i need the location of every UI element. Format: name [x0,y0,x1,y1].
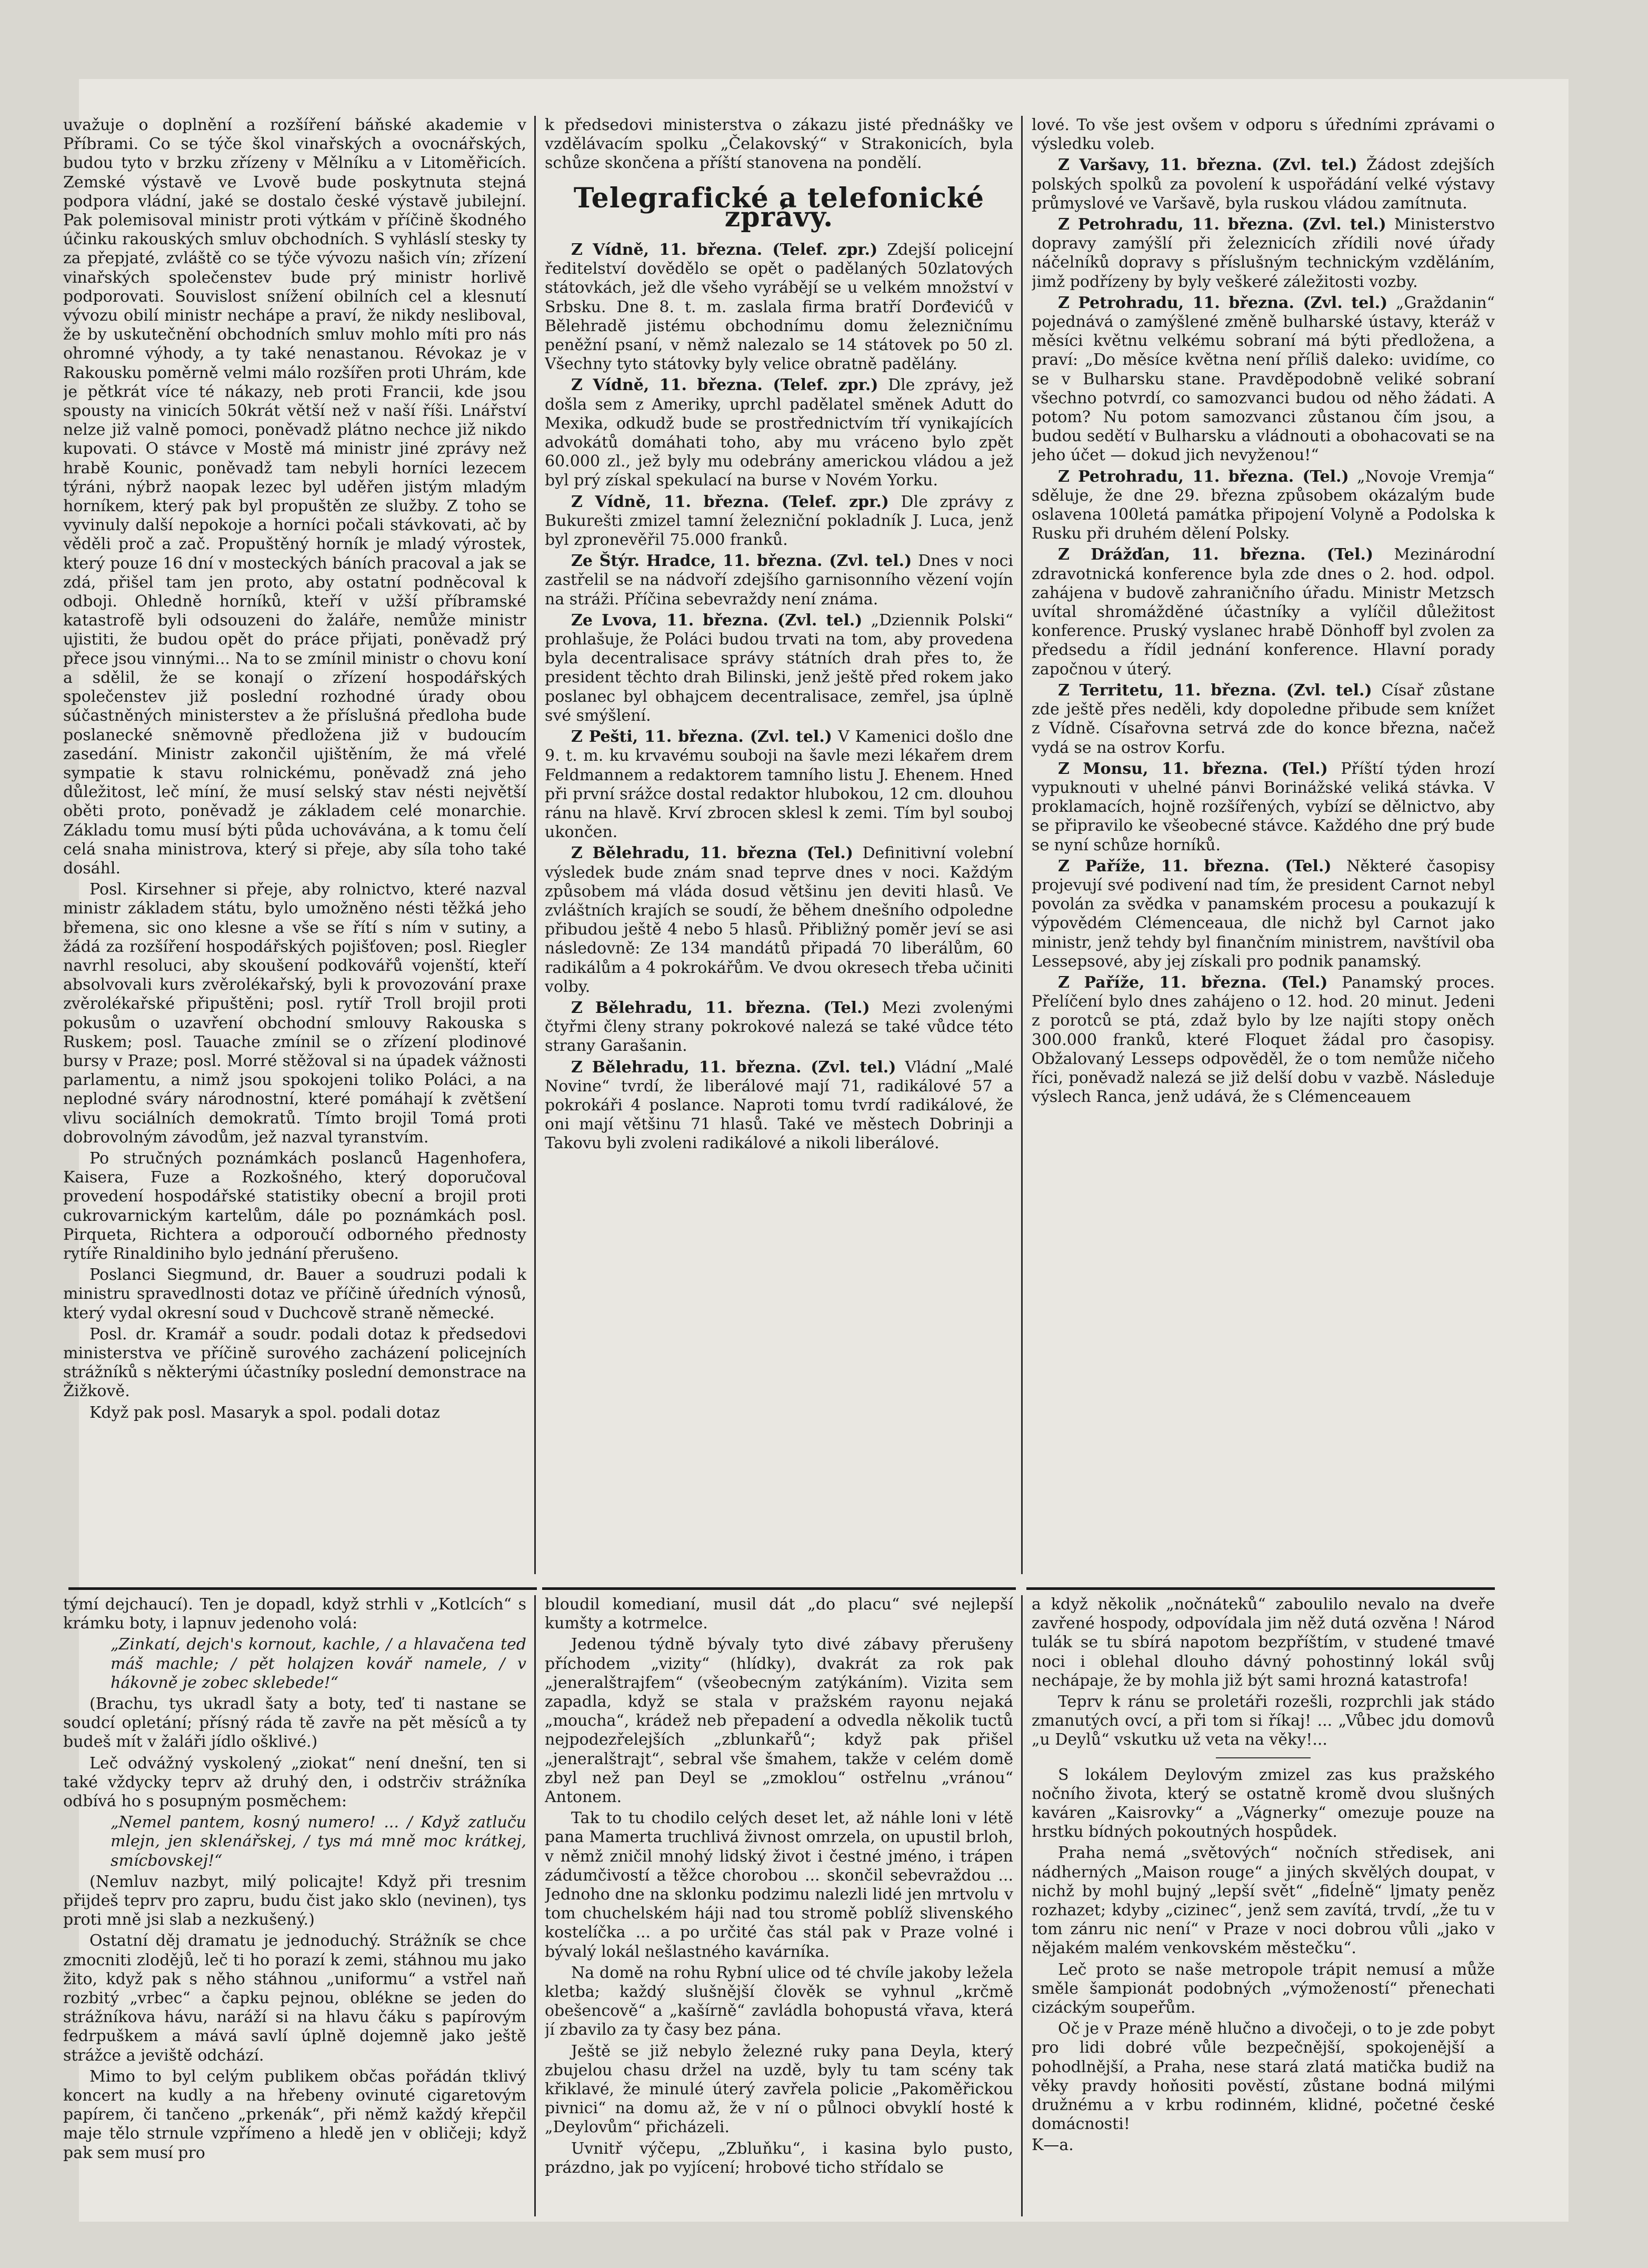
telegram-text: „Graždanin“ pojednává o zamýšlené změně bulharské ústavy, kteráž v měsíci květnu velkému sobraní má býti předložena, a praví: „Do měsíce května není příliš daleko: uvidíme, co se v Bulharsku stane. Pravděpodobně veliké sobraní všechno potvrdí, co samozvanci budou od něho žádati. A potom? Nu potom samozvanci zůstanou čím jsou, a budou sedětí v Bulharsku a vládnouti a obohacovati se na jeho účet — dokud jich nevyženou!“ [1032,293,1495,465]
column-rule [534,116,536,1574]
bottom-column-1 [63,1595,526,2216]
top-column-2 [545,116,1013,1569]
telegram-text: „Dziennik Polski“ prohlašuje, že Poláci budou trvati na tom, aby provedena byla decentralisace správy státních drah přes to, že president těchto drah Bilinski, jenž ještě před rokem jako poslanec byl obhajcem decentralisace, zemřel, jsa úplně své smýšlení. [545,611,1013,725]
paragraph: Na domě na rohu Rybní ulice od té chvíle jakoby ležela kletba; každý slušnější člověk se vyhnul „krčmě obešencově“ a „kašírně“ zavládla bohopustá vřava, která jí zbavilo za ty časy bez pána. [545,1963,1013,2040]
paragraph: bloudil komedianí, musil dát „do placu“ své nejlepší kumšty a kotrmelce. [545,1595,1013,1633]
telegram-text: Dnes v noci zastřelil se na nádvoří zdejšího garnisonního vězení vojín na stráži. Příčina sebevraždy není známa. [545,552,1013,609]
dateline: Z Petrohradu, 11. března. (Tel.) [1058,467,1349,486]
telegram-item [1032,294,1495,465]
paragraph: Mimo to byl celým publikem občas pořádán tklivý koncert na kudly a na hřebeny ovinuté cigaretovým papírem, či tančeno „prkenák“, při němž každý křepčil maje tělo strnule vzpřímeno a hledě jen v obličeji; když pak sem musí pro [63,2067,526,2162]
paragraph: týmí dejchaucí). Ten je dopadl, když strhli v „Kotlcích“ s krámku boty, i lapnuv jedenoho volá: [63,1595,526,1633]
telegram-item [545,241,1013,374]
continued-paragraph: k předsedovi ministerstva o zákazu jisté přednášky ve vzdělávacím spolku „Čelakovský“ v Strakonicích, byla schůze skončena a příští stanovena na pondělí. [545,116,1013,173]
telegram-text: Příští týden hrozí vypuknouti v uhelné pánvi Borinážské veliká stávka. V proklamacích, hojně rozšířených, vybízí se dělnictvo, aby se připravilo ke všeobecné stávce. Každého dne prý bude se nyní schůze horníků. [1032,759,1495,854]
dateline: Z Vídně, 11. března. (Telef. zpr.) [571,241,878,260]
paragraph: K—a. [1032,2136,1074,2155]
dateline: Ze Lvova, 11. března. (Zvl. tel.) [571,611,863,630]
dateline: Z Pešti, 11. března. (Zvl. tel.) [571,728,832,747]
paragraph: Tak to tu chodilo celých deset let, až náhle loni v létě pana Mamerta truchlivá živnost omrzela, on upustil brloh, v němž zničil mnohý lidský život i čestné jméno, i trápen zádumčivostí a těžce chorobou ... skončil sebevraždou ... Jednoho dne na sklonku podzimu nalezli lidé jen mrtvolu v tom chuchelském háji nad tou stromě poblíž slivenského kostelíčka ... a po určité čas stál pak v Praze volné i bývalý lokál nešlastného kavárníka. [545,1809,1013,1961]
telegram-text: Dle zprávy, jež došla sem z Ameriky, uprchl padělatel směnek Adutt do Mexika, odkudž bude se prostřednictvím tří vynikajících advokátů domáhati toho, aby mu vráceno bylo zpět 60.000 zl., jež byly mu odebrány americkou vládou a jež byl prý získal spekulací na burse v Novém Yorku. [545,376,1013,490]
paragraph: Uvnitř výčepu, „Zbluňku“, i kasina bylo pusto, prázdno, jak po vyjícení; hrobové ticho střídalo se [545,2139,1013,2177]
telegram-item [1032,467,1495,544]
telegram-item [1032,973,1495,1107]
telegram-item [1032,156,1495,213]
telegram-text: Vládní „Malé Novine“ tvrdí, že liberálové mají 71, radikálové 57 a pokrokáři 4 poslance. Naproti tomu tvrdí radikálové, že oni mají většinu 71 hlasů. Také ve městech Dobrinji a Takovu byli zvoleni radikálové a nikoli liberálové. [545,1058,1013,1153]
paragraph: Ještě se již nebylo železné ruky pana Deyla, který zbujelou chasu držel na uzdě, byly tu tam scény tak křiklavé, že minulé úterý zavřela policie „Pakoměřickou pivnici“ na domu až, že v ní o půlnoci obvyklí hosté k „Deylovům“ přicházeli. [545,2042,1013,2137]
bottom-column-3 [1032,1595,1495,2216]
telegram-item [1032,215,1495,292]
paragraph: Když pak posl. Masaryk a spol. podali dotaz [89,1403,440,1422]
paragraph: Leč odvážný vyskolený „ziokat“ není dnešní, ten si také vždycky teprv až druhý den, i odstrčiv strážníka odbívá ho s posupným posměchem: [63,1754,526,1811]
telegram-text: „Novoje Vremja“ sděluje, že dne 29. března způsobem okázalým bude oslavena 100letá památka připojení Volyně a Podolska k Rusku při druhém dělení Polsky. [1032,467,1495,543]
telegram-text: V Kamenici došlo dne 9. t. m. ku krvavému souboji na šavle mezi lékařem drem Feldmannem a redaktorem tamního listu J. Ehenem. Hned při první srážce dostal redaktor hlubokou, 12 cm. dlouhou ránu na hlavě. Krví zbrocen sklesl k zemi. Tím byl souboj ukončen. [545,728,1013,842]
telegram-item [1032,760,1495,855]
telegram-item [1032,681,1495,758]
telegram-text: Žádost zdejších polských spolků za povolení k uspořádání velké výstavy průmyslové ve Varšavě, byla ruskou vládou zamítnuta. [1032,156,1495,213]
telegram-text: Panamský proces. Přelíčení bylo dnes zahájeno o 12. hod. 20 minut. Jedeni z porotců se ptá, zdaž bylo by lze najíti stopy oněch 300.000 franků, které Floquet žádal pro časopisy. Obžalovaný Lesseps odpověděl, že o tom nemůže ničeho říci, poněvadž nalezá se již delší dobu v vazbě. Následuje výslech Ranca, jenž udává, že s Clémenceauem [1032,973,1495,1107]
verse: „Zinkatí, dejch's kornout, kachle, / a hlavačena teď máš machle; / pět holajzen kovář namele, / v hákovně je zobec sklebede!“ [111,1635,526,1692]
paragraph: Po stručných poznámkách poslanců Hagenhofera, Kaisera, Fuze a Rozkošného, který doporučoval provedení hospodářské statistiky obecní a brojil proti cukrovarnickým kartelům, dále po poznámkách posl. Pirqueta, Richtera a odporoučí odborného přednosty rytíře Rinaldiniho bylo jednání přerušeno. [63,1149,526,1263]
telegram-item [1032,545,1495,679]
continued-paragraph: lové. To vše jest ovšem v odporu s úředními zprávami o výsledku voleb. [1032,116,1495,154]
paragraph: Leč proto se naše metropole trápit nemusí a může směle šampionát podobných „výmožeností“ přenechati cizáckým soupeřům. [1032,1960,1495,2017]
dateline: Z Monsu, 11. března. (Tel.) [1058,759,1328,778]
paragraph: Posl. Kirsehner si přeje, aby rolnictvo, které nazval ministr základem státu, bylo umožněno nésti těžká jeho břemena, sic ono klesne a vše se řítí s ním v sutiny, a žádá za rozšíření hospodářských pojišťoven; posl. Riegler navrhl resoluci, aby skoušení podkovářů vojenští, kteří absolvovali kurs zvěrolékařský, byli k provozování praxe zvěrolékařské připuštěni; posl. rytíř Troll brojil proti pokusům o uzavření obchodní smlouvy Rakouska s Ruskem; posl. Tauache zmínil se o zřízení plodinové bursy v Praze; posl. Morré stěžoval si na úpadek vážnosti parlamentu, a nimž jsou spokojeni toliko Poláci, a na neplodné sváry národnostní, které pomáhají k zvětšení vlivu sociálních demokratů. Tímto brojil Tomá proti dobrovolným závodům, jež nazval tyranstvím. [63,880,526,1147]
telegram-item [545,844,1013,997]
feuilleton-rule [68,1587,537,1590]
verse: „Nemel pantem, kosný numero! ... / Když zatluču mlejn, jen sklenářskej, / tys má mně moc krátkej, smícbovskej!“ [111,1813,526,1870]
paragraph: S lokálem Deylovým zmizel zas kus pražského nočního života, který se ostatně kromě dvou slušných kaváren „Kaisrovky“ a „Vágnerky“ omezuje pouze na hrstku bídných pokoutných hospůdek. [1032,1765,1495,1842]
column-rule [534,1595,536,2216]
paragraph: a když několik „nočnáteků“ zaboulilo nevalo na dveře zavřené hospody, odpovídala jim něž dutá ozvěna ! Národ tulák se tu sbírá napotom bezpříštím, v studené tmavé noci i oblehal dlouho dávný pohostinný lokál svůj nechápaje, že by mohla již být sami hrozná katastrofa! [1032,1595,1495,1690]
telegram-text: Mezi zvolenými čtyřmi členy strany pokrokové nalezá se také vůdce této strany Garašanin. [545,998,1013,1056]
telegram-item [545,999,1013,1056]
paragraph: Teprv k ránu se proletáři rozešli, rozprchli jak stádo zmanutých ovcí, a při tom si říkaj! ... „Vůbec jdu domovů „u Deylů“ vskutku už veta na věky!... [1032,1693,1495,1749]
dateline: Z Petrohradu, 11. března. (Zvl. tel.) [1058,215,1386,234]
paragraph: Ostatní děj dramatu je jednoduchý. Strážník se chce zmocniti zlodějů, leč ti ho porazí k zemi, stáhnou mu jako žito, když pak s něho stáhnou „uniformu“ a vstřel naň rozbitý „vrbec“ a čapku pejnou, oblékne se jeden do strážníkova hávu, naráží si na hlavu čáku s papírovým fedrpuškem a mává savlí úplně dojemně jako ještě strážce a jeviště odchází. [63,1932,526,2065]
telegram-text: Některé časopisy projevují své podivení nad tím, že president Carnot nebyl povolán za svědka v panamském procesu a poukazují k výpovědém Clémenceaua, dle nichž byl Carnot jako ministr, jenž tehdy byl finančním ministrem, navštívil oba Lessepsové, aby jej získali pro podnik panamský. [1032,857,1495,971]
paragraph: Praha nemá „světových“ nočních středisek, ani nádherných „Maison rouge“ a jiných skvělých doupat, v nichž by mohl bujný „lepší svět“ „fideĺně“ ljmaty peněz rozhazet; kdyby „cizinec“, jenž sem zavítá, trvdí, „že tu v tom zánru nic není“ v Praze v noci dobrou vůli „jako v nějakém malém venkovském městečku“. [1032,1844,1495,1958]
dateline: Z Bělehradu, 11. března. (Tel.) [571,998,870,1017]
feuilleton-rule [1026,1587,1495,1590]
telegram-list [545,241,1013,1153]
telegram-text: Ministerstvo dopravy zamýšlí při železnicích zřídili nové úřady náčelníků dopravy s příslušným technickým vzděláním, jimž podřízeny by byly veškeré záležitosti vozby. [1032,215,1495,291]
dateline: Z Paříže, 11. března. (Tel.) [1058,857,1332,876]
telegram-item [1032,857,1495,971]
paragraph: uvažuje o doplnění a rozšíření báňské akademie v Příbrami. Co se týče škol vinařských a ovocnářských, budou tyto v brzku zřízeny v Mělníku a v Litoměřicích. Zemské výstavě ve Lvově bude poskytnuta stejná podpora vládní, jaké se dostalo české výstavě jubilejní. Pak polemisoval ministr proti výtkám v příčině škodného účinku rakouských smluv obchodních. S vyhláslí stesky ty za přepjaté, zvláště co se týče vývozu našich vín; zřízení vinařských společenstev bude prý ministr horlivě podporovati. Souvislost snížení obilních cel a klesnutí vývozu obilí ministr nechápe a praví, že nikdy nesliboval, že by uskutečnění obchodních smluv mohlo míti pro nás ohromné výhody, a ty také nenastanou. Révokaz je v Rakousku poměrně velmi málo rozšířen proti Uhrám, kde je pětkrát více té nákazy, neb proti Francii, kde jsou spousty na vinicích 50krát větší než v naší říši. Lnářství nelze již valně pomoci, poněvadž plátno nechce již nikdo kupovati. O stávce v Mostě má ministr jiné zprávy než hrabě Kounic, poněvadž tam nebyli horníci lezecem týráni, nýbrž naopak lezec byl uděřen jistým mladým horníkem, který pak byl propuštěn ze služby. Z toho se vyvinuly další nepokoje a horníci počali stávkovati, ač by věděli proč a zač. Propuštěný horník je mladý výrostek, který pouze 16 dní v mosteckých báních pracoval a jak se zdá, přišel tam jen proto, aby ostatní podněcoval k odboji. Ohledně horníků, kteří v užší příbramské katastrofě byli odsouzeni do žaláře, nemůže ministr ujistiti, že budou opět do práce přijati, poněvadž prý přece jsou vinnými... Na to se zmínil ministr o chovu koní a sdělil, že se konají o zřízení hospodářských společenstev již poslední rozhodné úrady obou súčastněných ministerstev a že příslušná předloha bude poslanecké sněmovně předložena již v budoucím zasedání. Ministr zakončil ujištěním, že má vřelé sympatie k stavu rolnickému, poněvadž zná jeho důležitost, leč míní, že musí selský stav nésti největší oběti proto, poněvadž je základem celé monarchie. Základu tomu musí býti půda uchovávána, a k tomu čelí celá snaha ministrova, který si přeje, aby síla toho také dosáhl. [63,116,526,878]
dateline: Z Bělehradu, 11. března (Tel.) [571,844,853,863]
column-rule [1021,1595,1023,2216]
paragraph: Jedenou týdně bývaly tyto divé zábavy přerušeny příchodem „vizity“ (hlídky), dvakrát za rok pak „jeneralštrajfem“ (všeobecným zatýkáním). Vizita sem zapadla, když se stala v pražském rayonu nejaká „moucha“, krádež neb přepadení a odvedla několik tuctů nejpodezřelejších „zblunkařů“; když pak přišel „jeneralštrajt“, sebral vše šmahem, takže v celém domě zbyl než pan Deyl se „zmoklou“ ostřelnu „vránou“ Antonem. [545,1635,1013,1807]
telegram-text: Definitivní volební výsledek bude znám snad teprve dnes v noci. Každým způsobem má vláda dosud většinu jen deviti hlasů. Ve zvláštních krajích se soudí, že během dnešního odpoledne přibudou ještě 4 nebo 5 hlasů. Přibližný poměr jeví se asi následovně: Ze 134 mandátů připadá 70 liberálům, 60 radikálům a 4 pokrokářům. Ve dvou okresech třeba učiniti volby. [545,844,1013,996]
dateline: Z Bělehradu, 11. března. (Zvl. tel.) [571,1058,896,1077]
telegram-list [1032,156,1495,1107]
telegram-item [545,611,1013,725]
separator [1216,1757,1311,1758]
dateline: Ze Štýr. Hradce, 11. března. (Zvl. tel.) [571,552,912,571]
paragraph: Poslanci Siegmund, dr. Bauer a soudruzi podali k ministru spravedlnosti dotaz ve příčině úředních výnosů, který vydal okresní soud v Duchcově straně německé. [63,1266,526,1322]
newspaper-page [63,79,1569,2222]
dateline: Z Vídně, 11. března. (Telef. zpr.) [571,492,889,511]
dateline: Z Petrohradu, 11. března. (Zvl. tel.) [1058,293,1388,312]
dateline: Z Varšavy, 11. března. (Zvl. tel.) [1058,156,1357,175]
feuilleton-rule [542,1587,1016,1590]
dateline: Z Drážďan, 11. března. (Tel.) [1058,545,1374,564]
telegram-text: Císař zůstane zde ještě přes neděli, kdy dopoledne přibude sem knížet z Vídně. Císařovna setrvá zde do konce března, načež vydá se na ostrov Korfu. [1032,681,1495,757]
paragraph: Posl. dr. Kramář a soudr. podali dotaz k předsedovi ministerstva ve příčině surového zacházení policejních strážníků s některými účastníky poslední demonstrace na Žižkově. [63,1325,526,1401]
bottom-column-2 [545,1595,1013,2216]
telegram-text: Dle zprávy z Bukurešti zmizel tamní železniční pokladník J. Luca, jenž byl zpronevěřil 75.000 franků. [545,492,1013,550]
paragraph: Oč je v Praze méně hlučno a divočeji, o to je zde pobyt pro lidi dobré vůle bezpečnější, spokojenější a pohodlnější, a Praha, nese stará zlatá matička budiž na věky pravdy hoňositi pověstí, zůstane bodná milými družnému a v krbu rodinném, klidné, početné české domácnosti! [1032,2020,1495,2134]
column-rule [1021,116,1023,1574]
top-column-1 [63,116,526,1569]
telegram-item [545,728,1013,842]
section-heading: Telegrafické a telefonické zprávy. [573,182,985,233]
telegram-text: Mezinárodní zdravotnická konference byla zde dnes o 2. hod. odpol. zahájena v budově zahraničního úřadu. Ministr Metzsch uvítal shromážděné účastníky a vylíčil důležitost konference. Pruský vyslanec hrabě Dönhoff byl zvolen za předsedu a řídil jednání konference. Hlavní porady započnou v úterý. [1032,545,1495,679]
telegram-item [545,552,1013,609]
telegram-item [545,1058,1013,1153]
dateline: Z Territetu, 11. března. (Zvl. tel.) [1058,681,1372,700]
paragraph: (Brachu, tys ukradl šaty a boty, teď ti nastane se soudcí opletání; přísný ráda tě zavře na pět měsíců a ty budeš mít v žaláři jídlo ošklivé.) [63,1695,526,1752]
dateline: Z Paříže, 11. března. (Tel.) [1058,973,1328,992]
telegram-item [545,376,1013,490]
dateline: Z Vídně, 11. března. (Telef. zpr.) [571,376,878,395]
top-column-3 [1032,116,1495,1569]
telegram-text: Zdejší policejní ředitelství dovědělo se opět o padělaných 50zlatových státovkách, jež dle všeho vyrábějí se u velkém množství v Srbsku. Dne 8. t. m. zaslala firma bratří Dorđevićů v Bělehradě jistému obchodnímu domu železničnímu peněžní psaní, v němž nalezalo se 14 státovek po 50 zl. Všechny tyto státovky byly velice obratně padělány. [545,241,1013,374]
paragraph: (Nemluv nazbyt, milý policajte! Když při tresnim přijdeš teprv pro zapru, budu čist jako sklo (nevinen), tys proti mně jsi slab a nezkušený.) [63,1872,526,1929]
telegram-item [545,493,1013,550]
